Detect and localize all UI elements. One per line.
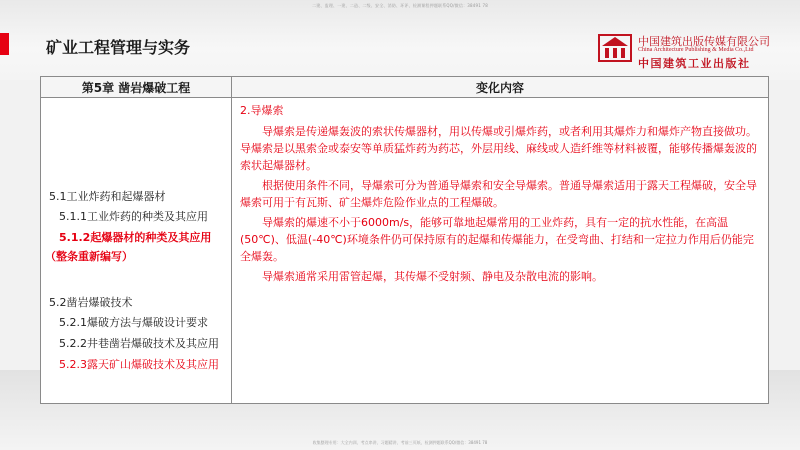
table-header-row [41,77,769,98]
column-header-chapter: 第5章 凿岩爆破工程 [41,77,232,98]
content-paragraph: 导爆索是传递爆轰波的索状传爆器材，用以传爆或引爆炸药，或者利用其爆炸力和爆炸产物直接做功。导爆索是以黑索金或泰安等单质猛炸药为药芯，外层用线、麻线或人造纤维等材料被覆，能够传播爆轰波的索状起爆器材。 [240,125,757,172]
top-watermark-note: 二建、监理、一建、二造、二级、安全、消防、环评、检测课程押题联系QQ/微信：38491 78 [312,3,488,8]
content-paragraph: 导爆索的爆速不小于6000m/s，能够可靠地起爆常用的工业炸药，具有一定的抗水性能，在高温(50℃)、低温(-40℃)环境条件仍可保持原有的起爆和传爆能力，在受弯曲、打结和一定拉力作用后仍能完全爆轰。 [240,216,754,263]
title-accent-bar [0,33,9,55]
chapter-outline-cell [41,98,232,404]
outline-item-5-2: 5.2凿岩爆破技术 [49,296,133,309]
change-content-cell [232,98,769,404]
outline-item-rewrite-note: （整条重新编写） [45,250,133,263]
outline-item-5-1: 5.1工业炸药和起爆器材 [49,190,166,203]
bottom-watermark-note: 收集整理专用：大全内训、考点串讲、习题精讲、考前三页纸、检测押题联系QQ/微信：38491 78 [312,440,488,445]
content-table [40,76,769,404]
publisher-logo-icon [598,34,632,62]
outline-item-5-2-3: 5.2.3露天矿山爆破技术及其应用 [59,358,219,371]
outline-item-5-1-2: 5.1.2起爆器材的种类及其应用 [59,231,212,244]
outline-item-5-1-1: 5.1.1工业炸药的种类及其应用 [59,210,208,223]
content-paragraph: 根据使用条件不同，导爆索可分为普通导爆索和安全导爆索。普通导爆索适用于露天工程爆破，安全导爆索可用于有瓦斯、矿尘爆炸危险作业点的工程爆破。 [240,179,757,209]
publisher-name-cn: 中国建筑出版传媒有限公司 [638,35,770,48]
publisher-name-cn-secondary: 中国建筑工业出版社 [638,57,751,70]
publisher-name-en: China Architecture Publishing & Media Co.,Ltd [638,47,754,53]
page-title: 矿业工程管理与实务 [46,38,191,57]
table-row [41,98,769,404]
section-heading: 2.导爆索 [240,104,284,117]
outline-item-5-2-1: 5.2.1爆破方法与爆破设计要求 [59,316,208,329]
outline-item-5-2-2: 5.2.2井巷凿岩爆破技术及其应用 [59,337,219,350]
content-paragraph: 导爆索通常采用雷管起爆，其传爆不受射频、静电及杂散电流的影响。 [262,270,603,283]
column-header-changes: 变化内容 [232,77,769,98]
